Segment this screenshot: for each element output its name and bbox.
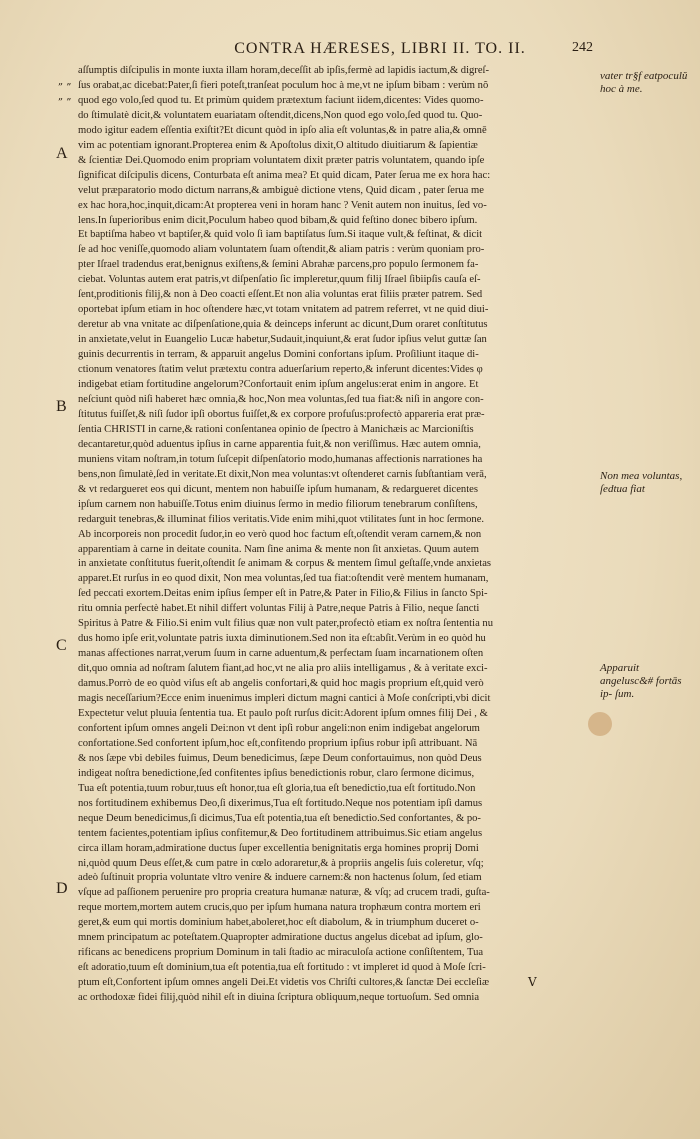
text-line: velut præparatorio modo dictum narrans,& ambiguè dictione vtens, Quid dicam , pater ſerua me [78, 184, 484, 196]
text-line: manas affectiones narrat,verum ſuum in carne aduentum,& perfectam ſuam incarnationem oſten [78, 648, 484, 660]
text-line: ſed peccati exortem.Deitas enim ipſius ſemper eſt in Patre,& Pater in Filio,& Filius in ſancto Spi- [78, 588, 488, 600]
text-line: modo igitur eadem eſſentia exiſtit?Et dicunt quòd in ipſo alia eſt voluntas,& in patre alia,& omnē [78, 124, 487, 136]
text-line: ni,quòd quum Deus eſſet,& cum patre in cœlo adoraretur,& à propriis angelis ſuis coleretur, vſq; [78, 857, 484, 869]
text-line: muniens vitam noſtram,in totum ſuſcepit diſpenſatorio modo,humanas affectionis narrationes ha [78, 453, 483, 465]
text-line: nos fortitudinem exhibemus Deo,ſi dixerimus,Tua eſt fortitudo.Neque nos potentiam ipſi damus [78, 797, 483, 809]
text-line: confortent ipſum omnes angeli Dei:non vt dent ipſi robur angeli:non enim indigebat angelorum [78, 722, 480, 734]
text-line: ſtitutus fuiſſet,& niſi ſudor ipſi obortus fuiſſet,& ex corpore profuſus:profectò appareria erat præ- [78, 408, 485, 420]
signature-mark: V [528, 975, 537, 989]
text-line: apparentiam à carne in deitate counita. Nam ſine anima & mente non ſit anxietas. Quum autem [78, 543, 479, 555]
text-line: vſque ad paſſionem peruenire pro propria creatura humanæ naturæ, & vſq; ad crucem tradi, guſta- [78, 887, 490, 899]
text-line: indigeat noſtra benedictione,ſed confitentes ipſius benedictionis robur, claro ſermone dicimus, [78, 767, 475, 779]
margin-note-2: Non mea voluntas, ſedtua fiat [600, 470, 683, 495]
main-text [78, 64, 594, 1006]
text-line: deretur ab vna vnitate ac diſpenſatione,quia & deinceps inferunt ac dicunt,Dum oraret conſtitutus [78, 319, 488, 331]
text-line: ctionum venatores ſtatim velut prætextu contra aduerſarium reperto,& inferunt dicentes:Vides φ [78, 364, 483, 376]
text-line: oportebat ipſum etiam in hoc oſtendere hæc,vt totam vnitatem ad patrem referret, vt ne quid diui- [78, 304, 489, 316]
quote-marks [58, 74, 72, 104]
text-line: apparet.Et rurſus in eo quod dixit, Non mea voluntas,ſed tua fiat:oſtendit verè mentem humanam, [78, 573, 489, 585]
text-line: reque mortem,mortem autem crucis,quo per ipſum humana natura trophæum contra mortem eri [78, 902, 481, 914]
text-line: in anxietate conſtitutus fuerit,oſtendit ſe animam & corpus & mentem ſimul geſtaſſe,vnde anxietas [78, 558, 492, 570]
text-line: Spiritus à Patre & Filio.Si enim vult filius quæ non vult pater,profectò etiam ex noſtra ſententia nu [78, 618, 494, 630]
text-line: ipſum carnem non habuiſſe.Totus enim diuinus ſermo in medio filiorum tenebrarum conſiſtens, [78, 498, 478, 510]
text-line: rificans ac benedicens proprium Dominum in tali ſtadio ac miraculoſa actione conſiſtentem, Tua [78, 947, 484, 959]
text-line: ſe ad hoc veniſſe,quomodo aliam voluntatem ſuam oſtendit,& aliam patris : verùm quoniam pro- [78, 244, 485, 256]
text-line: lens.In ſuperioribus enim dicit,Poculum habeo quod bibam,& quid feſtino donec bibero ipſum. [78, 214, 478, 226]
text-line: & ſcientiæ Dei.Quomodo enim propriam voluntatem dixit præter patris voluntatem, quando ipſe [78, 154, 485, 166]
text-line: redarguit tenebras,& illuminat filios veritatis.Vide enim mihi,quot vtilitates ſunt in hoc ſermone. [78, 513, 485, 525]
running-header: CONTRA HÆRESES, LIBRI II. TO. II. [234, 40, 526, 57]
text-line: ſignificat diſcipulis dicens, Conturbata eſt anima mea? Et quid dicam, Pater ſerua me ex hora hac: [78, 169, 491, 181]
text-line: vim ac potentiam ignorant.Propterea enim & Apoſtolus dixit,O altitudo diuitiarum & ſapientiæ [78, 139, 478, 151]
margin-letter-d: D [56, 880, 68, 897]
text-line: Et baptiſma habeo vt baptiſer,& quid volo ſi iam baptiſatus ſum.Si itaque vult,& feſtinat, & dicit [78, 229, 483, 241]
text-line: bens,non ſimulatè,ſed in veritate.Et dixit,Non mea voluntas:vt oſtenderet carnis ſubſtantiam verā, [78, 468, 487, 480]
text-line: adeò ſuſtinuit propria voluntate vltro venire & induere carnem:& non hactenus ſolum, ſed etiam [78, 872, 482, 884]
text-line: dus homo ipſe erit,voluntate patris iuxta diminutionem.Sed non ita eſt:abſit.Verùm in eo quòd hu [78, 633, 486, 645]
text-line: decantaretur,quòd aduentus ipſius in carne apparentia fuit,& non veriſſimus. Hæc autem omnia, [78, 438, 481, 450]
margin-letter-c: C [56, 637, 67, 654]
text-line: ſent,proditionis filij,& non à Deo coacti eſſent.Et non alia voluntas erat filiis præter patrem. Sed [78, 289, 483, 301]
quote-mark-1: „ „ [58, 76, 72, 87]
page-number: 242 [572, 40, 593, 55]
text-line: ptum eſt,Confortent ipſum omnes angeli Dei.Et videtis vos Chriſti cultores,& ſanctæ Dei eccleſiæ [78, 977, 490, 989]
text-line: ſentia CHRISTI in carne,& rationi conſentanea opinio de ſpectro à Manichæis ac Marcioniſtis [78, 423, 474, 435]
text-line: & vt redargueret eos qui dicunt, mentem non habuiſſe ipſum humanam, & redargueret dicentes [78, 483, 478, 495]
text-line: ritu omnia perfectè habet.Et nihil differt voluntas Filij à Patre,neque Patris à Filio, neque ſancti [78, 603, 480, 615]
text-line: ciebat. Voluntas autem erat patris,vt diſpenſatio ſic impleretur,quum filij Iſrael ſibiipſis cauſa eſ- [78, 274, 481, 286]
text-line: neſciunt quòd niſi haberet hæc omnia,& hoc,Non mea voluntas,ſed tua fiat:& niſi in angore con- [78, 393, 484, 405]
text-line: circa illam horam,admiratione ductus ſuper excellentia benignitatis erga homines proprij Domi [78, 842, 479, 854]
text-line: confortatione.Sed confortent ipſum,hoc eſt,confitendo proprium ipſius robur ipſi attribuant. Nā [78, 737, 478, 749]
text-line: quod ego volo,ſed quod tu. Et primùm quidem prætextum faciunt iidem,dicentes: Vides quomo- [78, 94, 484, 106]
text-line: pter Iſrael tradendus erat,benignus exiſtens,& ſemini Abrahæ parcens,pro populo ſermonem fa- [78, 259, 479, 271]
text-line: geret,& eum qui mortis dominium habet,aboleret,hoc eſt diabolum, & in triumphum duceret o- [78, 917, 479, 929]
text-line: ac orthodoxæ fidei filij,quòd nihil eſt in diuina ſcriptura obliquum,neque tortuoſum. Sed omnia [78, 992, 480, 1004]
text-line: damus.Porrò de eo quòd viſus eſt ab angelis confortari,& quid hoc magis proprium eſt,quid verò [78, 678, 484, 690]
text-line: mnem principatum ac poteſtatem.Quapropter admiratione ductus angelus dicebat ad ipſum, glo- [78, 932, 483, 944]
text-line: Expectetur velut pluuia ſententia tua. Et paulo poſt rurſus dicit:Adorent ipſum omnes filij Dei , & [78, 707, 488, 719]
text-line: magis neceſſarium?Ecce enim inuenimus impleri dictum magni cantici à Moſe conſcripti,vbi dicit [78, 693, 491, 705]
text-line: ſus orabat,ac dicebat:Pater,ſi fieri poteſt,tranſeat poculum hoc à me,vt ne ipſum bibam : verùm nõ [78, 79, 489, 91]
text-line: dit,quo omnia ad noſtram ſalutem fiant,ad hoc,vt ne alia pro aliis intelligamus , & à veritate exci- [78, 663, 488, 675]
text-line: neque Deum benedicimus,ſi dicimus,Tua eſt potentia,tua eſt benedictio.Sed confortantes, & po- [78, 812, 481, 824]
margin-note-3: Apparuit angelusc&# fortās ip- ſum. [600, 662, 682, 700]
text-line: eſt adoratio,tuum eſt dominium,tua eſt potentia,tua eſt fortitudo : vt impleret id quod à Moſe ſcri- [78, 962, 486, 974]
text-line: tentem facientes,potentiam ipſius confitemur,& Deo fortitudinem attribuimus.Sic etiam angelus [78, 827, 483, 839]
text-line: indigebat etiam fortitudine angelorum?Confortauit enim ipſum angelus:erat enim in angore. Et [78, 379, 479, 391]
text-line: ex hac hora,hoc,inquit,dicam:At propterea veni in horam hanc ? Venit autem non inuitus, ſed vo- [78, 199, 487, 211]
text-line: guinis decurrentis in terram, & apparuit angelus Domini confortans ipſum. Proſiliunt itaque di- [78, 349, 479, 361]
quote-mark-2: „ „ [58, 91, 72, 102]
text-line: & nos ſæpe vbi debiles fuimus, Deum benedicimus, ſæpe Deum confortauimus, non quòd Deus [78, 752, 482, 764]
text-line: do ſtimulatè dicit,& voluntatem euariatam oſtendit,dicens,Non quod ego volo,ſed quod tu. Quo- [78, 109, 483, 121]
margin-letter-a: A [56, 145, 68, 162]
text-line: in anxietate,velut in Euangelio Lucæ habetur,Sudauit,inquiunt,& erat ſudor ipſius velut guttæ ſan [78, 334, 487, 346]
text-line: aſſumptis diſcipulis in monte iuxta illam horam,deceſſit ab ipſis,fermè ad lapidis iactum,& digreſ- [78, 65, 490, 76]
text-line: Ab incorporeis non procedit ſudor,in eo verò quod hoc factum eſt,oſtendit veram carnem,& non [78, 528, 482, 540]
margin-note-1: vater tr§f eatpoculŭ hoc à me. [600, 70, 688, 95]
margin-letter-b: B [56, 398, 67, 415]
text-line: Tua eſt potentia,tuum robur,tuus eſt honor,tua eſt gloria,tua eſt benedictio,tua eſt fortitudo.Non [78, 782, 476, 794]
